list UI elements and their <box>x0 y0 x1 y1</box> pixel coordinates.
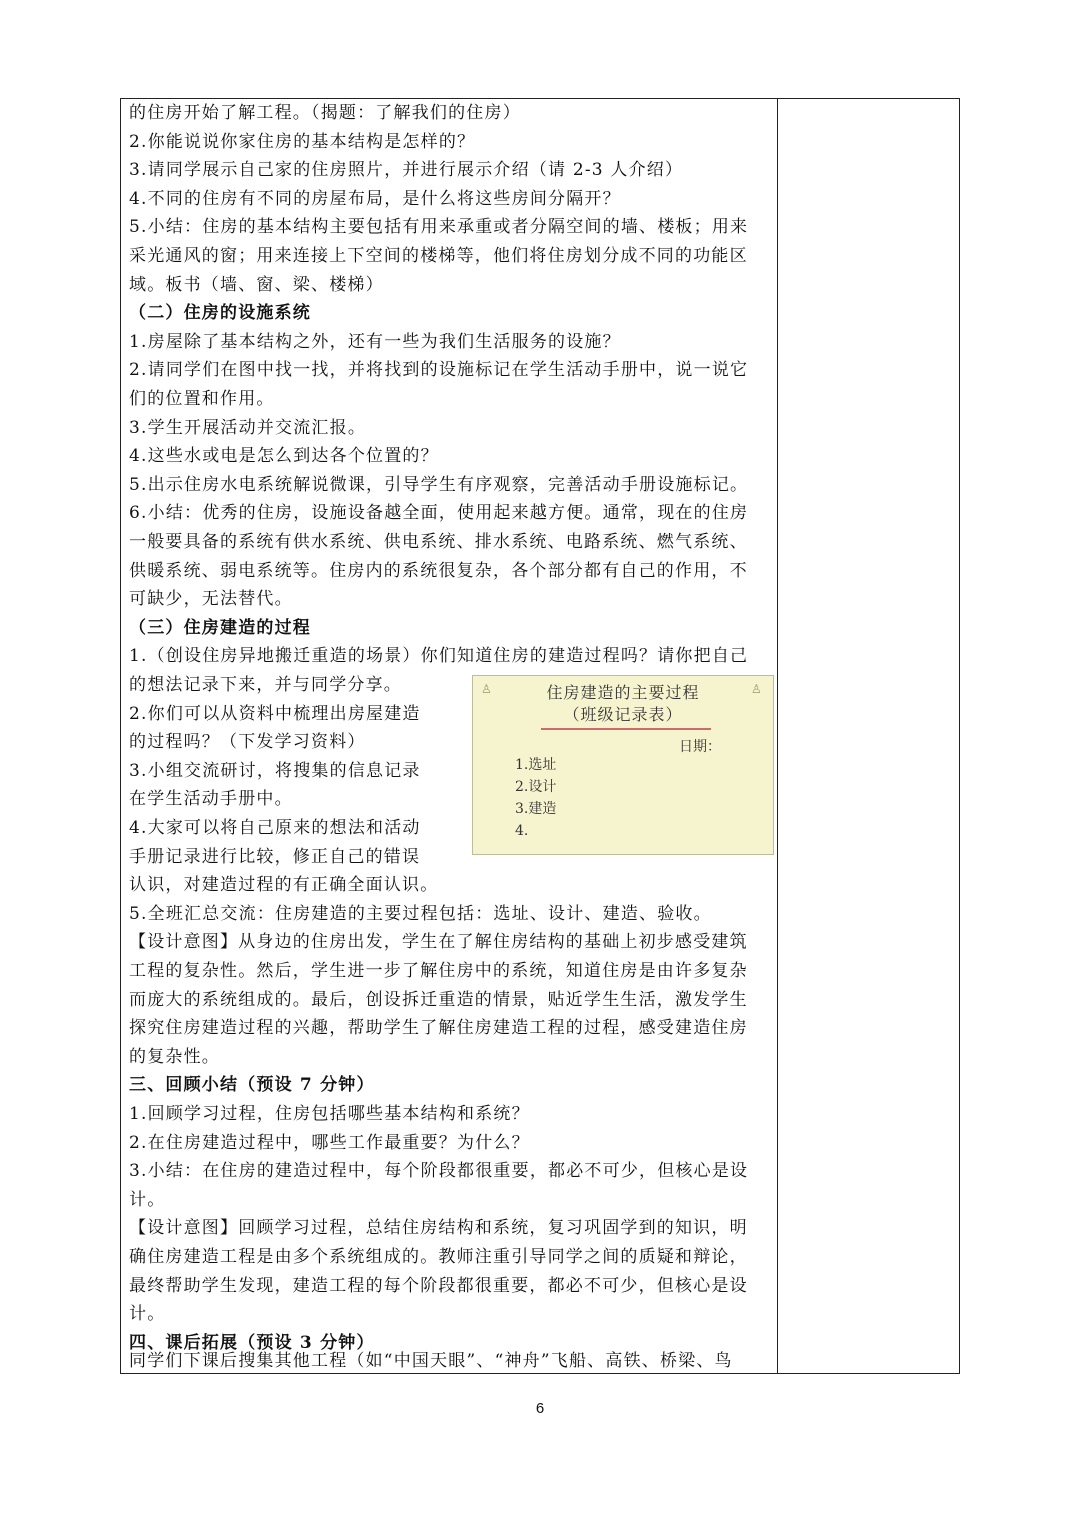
record-item: 3.建造 <box>515 801 557 817</box>
text-line: 的过程吗？（下发学习资料） <box>129 732 366 753</box>
text-line: 4.不同的住房有不同的房屋布局，是什么将这些房间分隔开？ <box>129 188 621 209</box>
title-underline <box>541 728 711 730</box>
text-line: 5.出示住房水电系统解说微课，引导学生有序观察，完善活动手册设施标记。 <box>129 474 749 495</box>
text-line: 3.请同学展示自己家的住房照片，并进行展示介绍（请 2-3 人介绍） <box>129 160 684 181</box>
text-line: 2.你们可以从资料中梳理出房屋建造 <box>129 703 421 724</box>
record-sheet-title: 住房建造的主要过程 <box>546 683 700 702</box>
text-line: 在学生活动手册中。 <box>129 789 293 810</box>
text-line: 的住房开始了解工程。（揭题：了解我们的住房） <box>129 103 521 123</box>
text-line: 6.小结：优秀的住房，设施设备越全面，使用起来越方便。通常，现在的住房 <box>129 503 749 524</box>
record-sheet-image <box>472 675 774 855</box>
text-line: 而庞大的系统组成的。最后，创设拆迁重造的情景，贴近学生生活，激发学生 <box>129 989 748 1010</box>
text-line: 3.学生开展活动并交流汇报。 <box>129 417 367 438</box>
text-line: 一般要具备的系统有供水系统、供电系统、排水系统、电路系统、燃气系统、 <box>129 532 748 552</box>
section-heading: 四、课后拓展（预设 3 分钟） <box>129 1332 375 1353</box>
text-line: 探究住房建造过程的兴趣，帮助学生了解住房建造工程的过程，感受建造住房 <box>129 1018 748 1039</box>
text-line: 的想法记录下来，并与同学分享。 <box>129 675 402 695</box>
text-line: 2.在住房建造过程中，哪些工作最重要？为什么？ <box>129 1132 530 1153</box>
text-line: 计。 <box>129 1304 166 1325</box>
text-line: 认识，对建造过程的有正确全面认识。 <box>129 875 439 896</box>
text-line: 4.这些水或电是怎么到达各个位置的？ <box>129 446 439 467</box>
record-item: 4. <box>515 823 529 839</box>
text-line: 的复杂性。 <box>129 1046 220 1067</box>
text-line: 域。板书（墙、窗、梁、楼梯） <box>129 274 384 295</box>
record-item: 2.设计 <box>515 779 557 795</box>
text-line: 确住房建造工程是由多个系统组成的。教师注重引导同学之间的质疑和辩论， <box>129 1247 748 1267</box>
column-divider <box>777 99 778 1373</box>
notes-column <box>779 99 959 1373</box>
text-line: 2.你能说说你家住房的基本结构是怎样的？ <box>129 131 476 152</box>
text-line: 1.房屋除了基本结构之外，还有一些为我们生活服务的设施？ <box>129 331 621 352</box>
section-heading: 三、回顾小结（预设 7 分钟） <box>129 1075 375 1096</box>
text-line: 采光通风的窗；用来连接上下空间的楼梯等，他们将住房划分成不同的功能区 <box>129 246 748 266</box>
section-heading: （三）住房建造的过程 <box>129 617 311 638</box>
pin-icon: ♙ <box>751 682 762 696</box>
text-line: 3.小组交流研讨，将搜集的信息记录 <box>129 760 421 781</box>
text-line: 计。 <box>129 1189 166 1210</box>
text-line: 最终帮助学生发现，建造工程的每个阶段都很重要，都必不可少，但核心是设 <box>129 1275 748 1296</box>
record-item: 1.选址 <box>515 757 557 773</box>
section-heading: （二）住房的设施系统 <box>129 303 311 324</box>
design-intent-line: 【设计意图】回顾学习过程，总结住房结构和系统，复习巩固学到的知识，明 <box>129 1218 748 1239</box>
design-intent-line: 【设计意图】从身边的住房出发，学生在了解住房结构的基础上初步感受建筑 <box>129 932 748 953</box>
text-line: 可缺少，无法替代。 <box>129 589 293 610</box>
text-line: 1.（创设住房异地搬迁重造的场景）你们知道住房的建造过程吗？请你把自己 <box>129 646 749 667</box>
pin-icon: ♙ <box>481 682 492 696</box>
page-number: 6 <box>535 1400 545 1417</box>
text-line: 工程的复杂性。然后，学生进一步了解住房中的系统，知道住房是由许多复杂 <box>129 961 748 981</box>
text-line: 手册记录进行比较，修正自己的错误 <box>129 846 421 867</box>
text-line: 们的位置和作用。 <box>129 389 275 409</box>
text-line: 供暖系统、弱电系统等。住房内的系统很复杂，各个部分都有自己的作用，不 <box>129 560 748 581</box>
text-line: 4.大家可以将自己原来的想法和活动 <box>129 818 421 838</box>
text-line: 5.小结：住房的基本结构主要包括有用来承重或者分隔空间的墙、楼板；用来 <box>129 217 749 238</box>
record-sheet-subtitle: （班级记录表） <box>563 705 683 724</box>
text-line: 2.请同学们在图中找一找，并将找到的设施标记在学生活动手册中，说一说它 <box>129 360 749 381</box>
text-line: 1.回顾学习过程，住房包括哪些基本结构和系统？ <box>129 1104 530 1124</box>
text-line: 3.小结：在住房的建造过程中，每个阶段都很重要，都必不可少，但核心是设 <box>129 1161 749 1182</box>
date-label: 日期： <box>679 739 721 755</box>
text-line: 同学们下课后搜集其他工程（如“中国天眼”、“神舟”飞船、高铁、桥梁、鸟 <box>129 1351 733 1371</box>
lesson-table <box>120 98 960 1374</box>
text-line: 5.全班汇总交流：住房建造的主要过程包括：选址、设计、建造、验收。 <box>129 903 712 924</box>
